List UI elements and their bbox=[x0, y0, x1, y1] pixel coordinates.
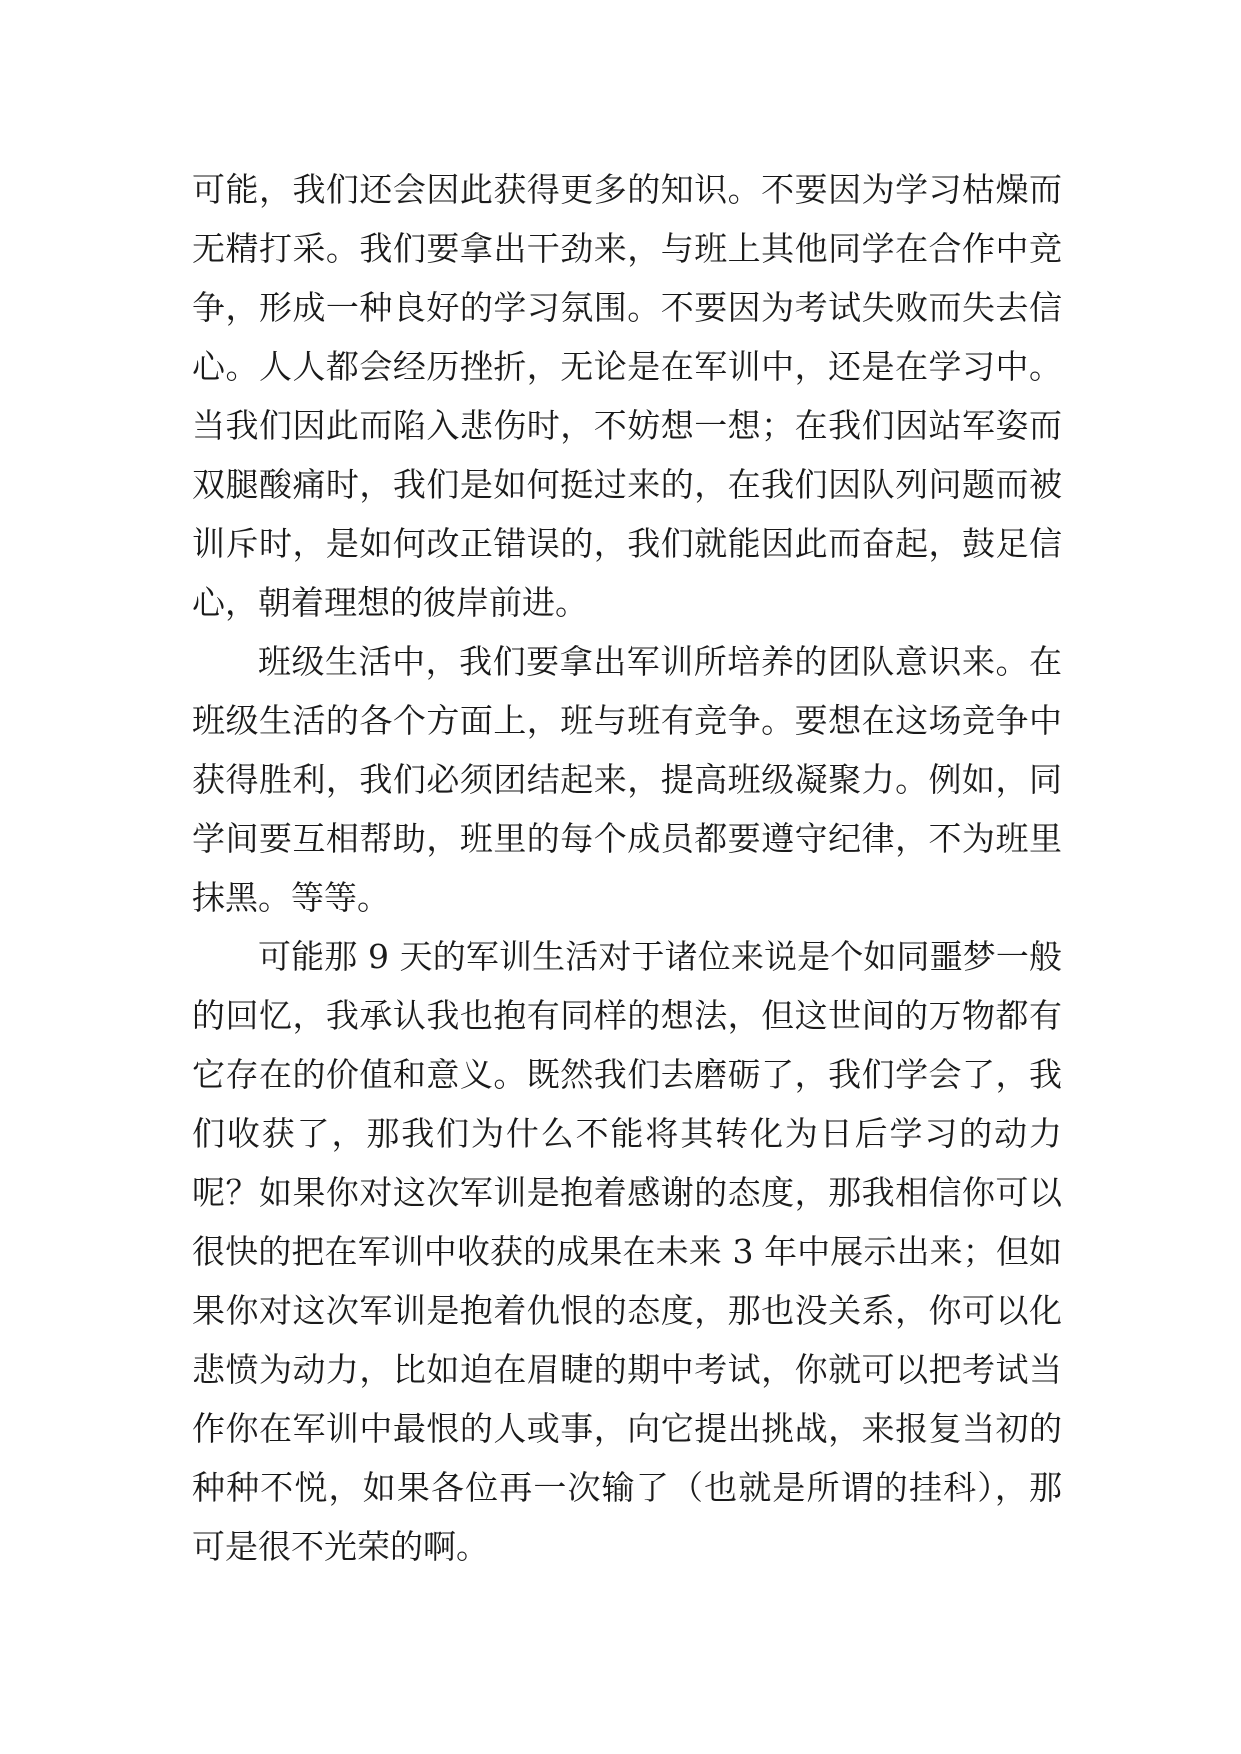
text-line: 呢？如果你对这次军训是抱着感谢的态度，那我相信你可以 bbox=[192, 1173, 1062, 1212]
text-line: 获得胜利，我们必须团结起来，提高班级凝聚力。例如，同 bbox=[192, 760, 1062, 799]
text-line: 训斥时，是如何改正错误的，我们就能因此而奋起，鼓足信 bbox=[192, 524, 1062, 563]
text-line: 无精打采。我们要拿出干劲来，与班上其他同学在合作中竞 bbox=[192, 229, 1062, 268]
text-line: 可是很不光荣的啊。 bbox=[192, 1527, 489, 1566]
text-line: 的回忆，我承认我也抱有同样的想法，但这世间的万物都有 bbox=[192, 996, 1062, 1035]
paragraph-1 bbox=[192, 160, 1062, 632]
text-line: 班级生活中，我们要拿出军训所培养的团队意识来。在 bbox=[258, 642, 1062, 681]
text-line: 作你在军训中最恨的人或事，向它提出挑战，来报复当初的 bbox=[192, 1409, 1062, 1448]
text-line: 心，朝着理想的彼岸前进。 bbox=[192, 583, 588, 622]
text-line: 很快的把在军训中收获的成果在未来 3 年中展示出来；但如 bbox=[192, 1232, 1062, 1271]
text-line: 当我们因此而陷入悲伤时，不妨想一想；在我们因站军姿而 bbox=[192, 406, 1062, 445]
text-line: 可能，我们还会因此获得更多的知识。不要因为学习枯燥而 bbox=[192, 170, 1062, 209]
text-line: 心。人人都会经历挫折，无论是在军训中，还是在学习中。 bbox=[192, 347, 1062, 386]
text-line: 抹黑。等等。 bbox=[192, 878, 390, 917]
paragraph-2 bbox=[192, 632, 1062, 927]
text-line: 争，形成一种良好的学习氛围。不要因为考试失败而失去信 bbox=[192, 288, 1062, 327]
body-text bbox=[192, 160, 1062, 1576]
text-line: 可能那 9 天的军训生活对于诸位来说是个如同噩梦一般 bbox=[258, 937, 1062, 976]
text-line: 班级生活的各个方面上，班与班有竞争。要想在这场竞争中 bbox=[192, 701, 1062, 740]
text-line: 们收获了，那我们为什么不能将其转化为日后学习的动力 bbox=[192, 1114, 1062, 1153]
text-line: 悲愤为动力，比如迫在眉睫的期中考试，你就可以把考试当 bbox=[192, 1350, 1062, 1389]
text-line: 学间要互相帮助，班里的每个成员都要遵守纪律，不为班里 bbox=[192, 819, 1062, 858]
text-line: 种种不悦，如果各位再一次输了（也就是所谓的挂科），那 bbox=[192, 1468, 1062, 1507]
text-line: 果你对这次军训是抱着仇恨的态度，那也没关系，你可以化 bbox=[192, 1291, 1062, 1330]
text-line: 双腿酸痛时，我们是如何挺过来的，在我们因队列问题而被 bbox=[192, 465, 1062, 504]
text-line: 它存在的价值和意义。既然我们去磨砺了，我们学会了，我 bbox=[192, 1055, 1062, 1094]
paragraph-3 bbox=[192, 927, 1062, 1576]
